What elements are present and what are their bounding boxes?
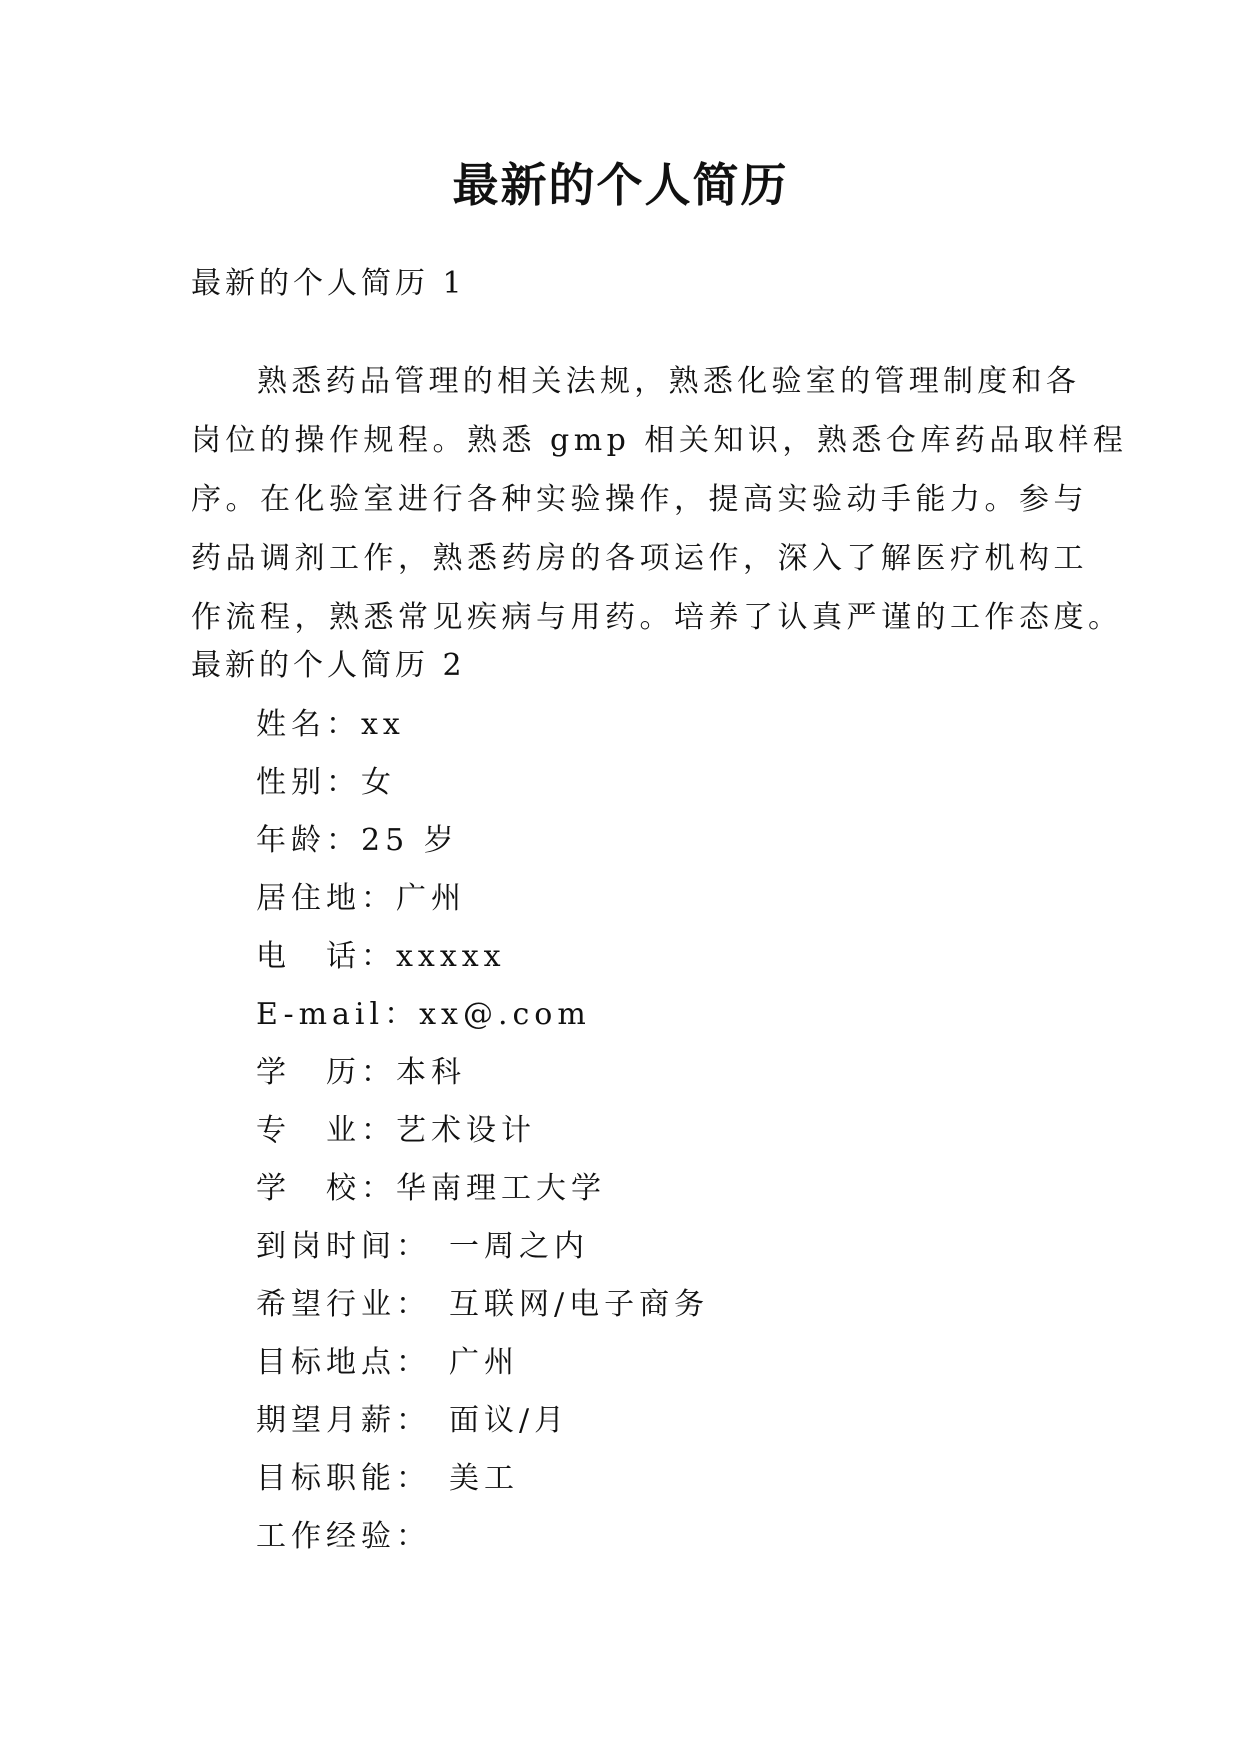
field-school (256, 1169, 606, 1209)
field-label: 专 业： (256, 1113, 396, 1148)
field-value: 本科 (396, 1055, 466, 1090)
field-value: 女 (361, 765, 396, 800)
field-desired-industry (256, 1285, 709, 1325)
field-name (256, 705, 405, 745)
field-label: 电 话： (256, 939, 396, 974)
field-value: xxxxx (396, 939, 506, 974)
field-phone (256, 937, 506, 977)
field-label: 居住地： (256, 881, 396, 916)
field-value: 广州 (396, 881, 466, 916)
field-major (256, 1111, 536, 1151)
field-target-function (256, 1459, 519, 1499)
field-label: 性别： (256, 765, 361, 800)
field-label: 姓名： (256, 707, 361, 742)
section-1-paragraph (191, 352, 1128, 647)
field-label: 学 校： (256, 1171, 396, 1206)
field-value: 面议/月 (449, 1403, 570, 1438)
field-label: 目标职能： (256, 1461, 431, 1496)
field-label: 目标地点： (256, 1345, 431, 1380)
section-heading-2: 最新的个人简历 2 (191, 648, 466, 683)
field-value: xx@.com (419, 997, 591, 1032)
field-label: 到岗时间： (256, 1229, 431, 1264)
field-label: 学 历： (256, 1055, 396, 1090)
field-value: 广州 (449, 1345, 519, 1380)
field-age (256, 821, 459, 861)
field-expected-salary (256, 1401, 569, 1441)
field-label: 年龄： (256, 823, 361, 858)
paragraph-line: 作流程，熟悉常见疾病与用药。培养了认真严谨的工作态度。 (191, 600, 1123, 635)
field-value: 互联网/电子商务 (449, 1287, 710, 1322)
field-value: 美工 (449, 1461, 519, 1496)
paragraph-line: 熟悉药品管理的相关法规，熟悉化验室的管理制度和各 (257, 364, 1081, 399)
document-title: 最新的个人简历 (452, 158, 789, 212)
field-label: 期望月薪： (256, 1403, 431, 1438)
section-heading-1: 最新的个人简历 1 (191, 266, 466, 301)
field-label: 工作经验： (256, 1519, 431, 1554)
field-value: xx (361, 707, 405, 742)
field-education (256, 1053, 466, 1093)
paragraph-line: 序。在化验室进行各种实验操作，提高实验动手能力。参与 (191, 482, 1088, 517)
paragraph-line: 岗位的操作规程。熟悉 gmp 相关知识，熟悉仓库药品取样程 (191, 423, 1128, 458)
field-email (256, 995, 591, 1035)
field-value: 一周之内 (449, 1229, 589, 1264)
field-work-experience (256, 1517, 449, 1557)
field-label: E-mail： (256, 997, 420, 1032)
field-gender (256, 763, 396, 803)
paragraph-line: 药品调剂工作，熟悉药房的各项运作，深入了解医疗机构工 (191, 541, 1088, 576)
field-value: 25 岁 (361, 823, 459, 858)
field-value: 艺术设计 (396, 1113, 536, 1148)
field-value: 华南理工大学 (396, 1171, 606, 1206)
field-label: 希望行业： (256, 1287, 431, 1322)
field-value (431, 1519, 449, 1554)
field-target-location (256, 1343, 519, 1383)
field-availability (256, 1227, 589, 1267)
field-residence (256, 879, 466, 919)
